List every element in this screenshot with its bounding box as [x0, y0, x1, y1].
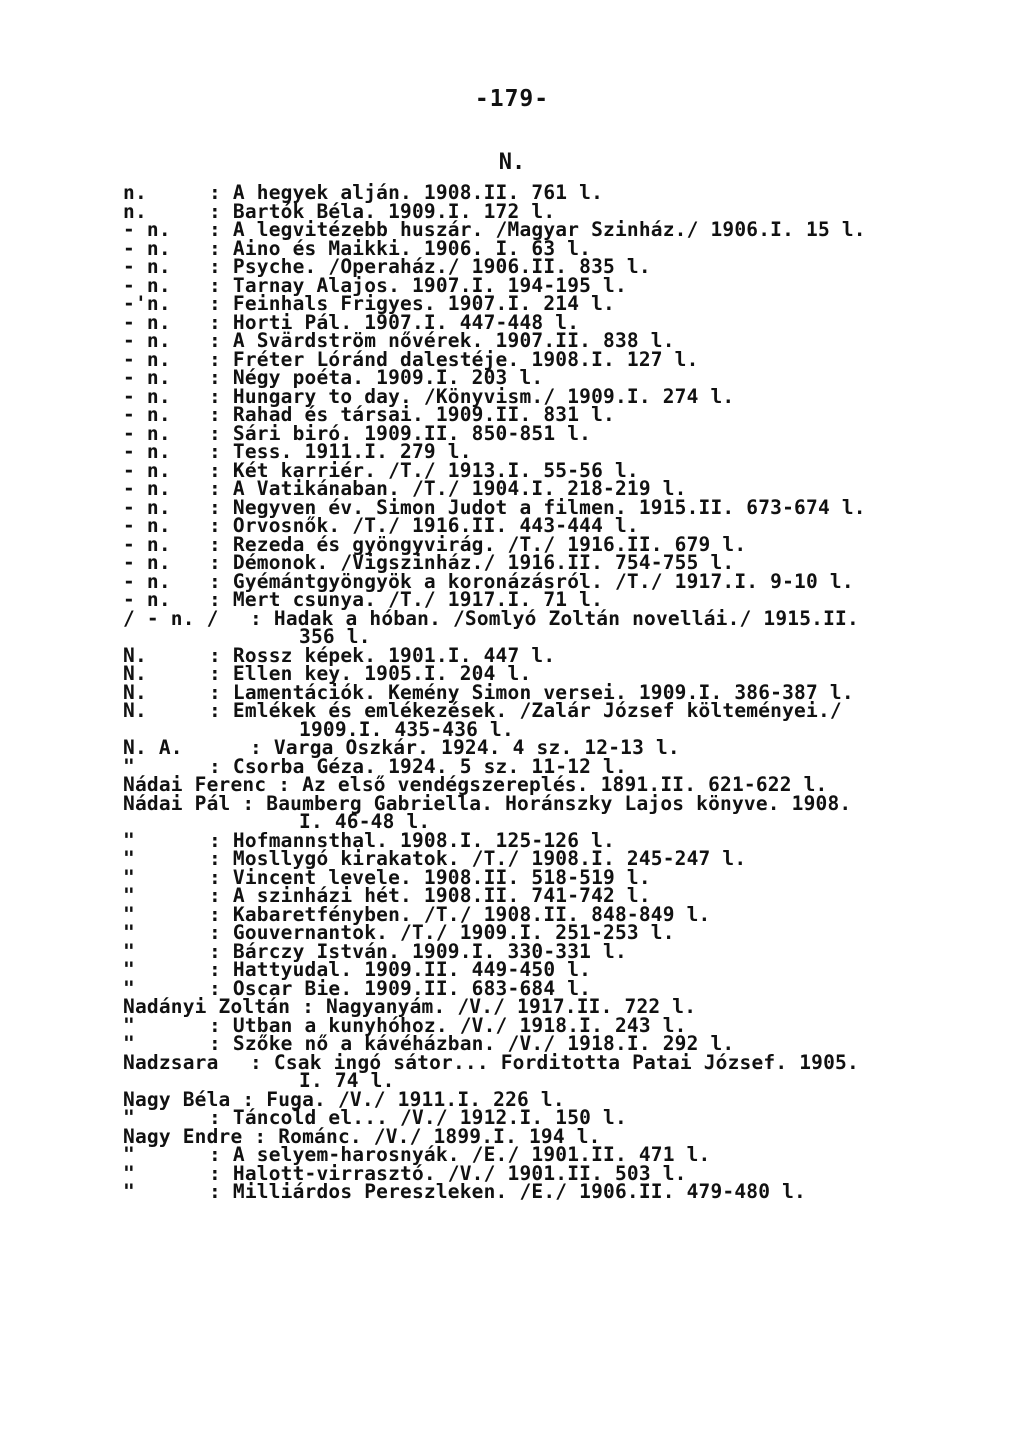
- entry-author: N.: [123, 699, 147, 722]
- entry-author: - n.: [123, 588, 171, 611]
- bibliography-entry: [123, 606, 1003, 630]
- entry-author: Nagy Endre: [123, 1124, 243, 1148]
- entry-author: ": [123, 1013, 135, 1037]
- entry-author: ": [123, 754, 135, 778]
- entry-text: : Démonok. /Vigszinház./ 1916.II. 754-755 l.: [209, 551, 735, 574]
- entry-text: : Tarnay Alajos. 1907.I. 194-195 l.: [209, 273, 627, 297]
- entry-text: : Gouvernantok. /T./ 1909.I. 251-253 l.: [209, 921, 675, 944]
- entry-text: : Aino és Maikki. 1906. I. 63 l.: [209, 236, 592, 260]
- entry-text: : Rezeda és gyöngyvirág. /T./ 1916.II. 679 l.: [209, 532, 747, 556]
- entry-author: - n.: [123, 458, 171, 482]
- entry-text: : Orvosnők. /T./ 1916.II. 443-444 l.: [209, 514, 639, 537]
- entry-text: I. 46-48 l.: [299, 810, 431, 833]
- entry-text: : A Vatikánaban. /T./ 1904.I. 218-219 l.: [209, 477, 687, 500]
- entry-author: ": [123, 1106, 135, 1129]
- entry-text: : Csorba Géza. 1924. 5 sz. 11-12 l.: [209, 754, 627, 778]
- entry-author: - n.: [123, 421, 171, 445]
- entry-author: - n.: [123, 477, 171, 500]
- entry-author: - n.: [123, 514, 171, 537]
- entry-author: - n.: [123, 403, 171, 426]
- entry-author: -'n.: [123, 292, 171, 315]
- entry-text: I. 74 l.: [299, 1069, 395, 1092]
- entry-author: ": [123, 976, 135, 1000]
- entry-author: - n.: [123, 347, 171, 371]
- entry-text: : A legvitézebb huszár. /Magyar Szinház./ 1906.I. 15 l.: [209, 218, 866, 241]
- entry-text: : Utban a kunyhóhoz. /V./ 1918.I. 243 l.: [209, 1013, 687, 1037]
- entry-text: : Fuga. /V./ 1911.I. 226 l.: [242, 1087, 565, 1111]
- entry-author: ": [123, 1180, 135, 1203]
- entry-author: Nádai Ferenc: [123, 773, 267, 796]
- entry-text: : Gyémántgyöngyök a koronázásról. /T./ 1917.I. 9-10 l.: [209, 569, 854, 593]
- entry-text: : Milliárdos Pereszleken. /E./ 1906.II. 479-480 l.: [209, 1180, 806, 1203]
- entry-author: ": [123, 865, 135, 889]
- entry-text: : Nagyanyám. /V./ 1917.II. 722 l.: [302, 995, 697, 1018]
- entry-text: : Emlékek és emlékezések. /Zalár József költeményei./: [209, 699, 842, 722]
- entry-author: - n.: [123, 329, 171, 352]
- page-number: -179-: [474, 86, 550, 112]
- entry-text: : Tess. 1911.I. 279 l.: [209, 440, 472, 463]
- entry-text: : A szinházi hét. 1908.II. 741-742 l.: [209, 884, 651, 907]
- bibliography-entry: [123, 791, 1003, 815]
- entry-author: ": [123, 939, 135, 963]
- bibliography-entry: [123, 1050, 1003, 1074]
- entry-author: ": [123, 847, 135, 870]
- entry-text: : Feinhals Frigyes. 1907.I. 214 l.: [209, 292, 615, 315]
- entry-text: : Bartók Béla. 1909.I. 172 l.: [209, 199, 556, 223]
- entry-text: 356 l.: [299, 625, 371, 648]
- entry-author: - n.: [123, 310, 171, 334]
- entry-text: : A hegyek alján. 1908.II. 761 l.: [209, 181, 604, 204]
- entry-author: ": [123, 1143, 135, 1166]
- entry-text: : Sári biró. 1909.II. 850-851 l.: [209, 421, 592, 445]
- entry-text: : Hattyudal. 1909.II. 449-450 l.: [209, 958, 592, 981]
- entry-text: : A Svärdström nővérek. 1907.II. 838 l.: [209, 329, 675, 352]
- entry-text: : Mosllygó kirakatok. /T./ 1908.I. 245-247 l.: [209, 847, 747, 870]
- entry-author: ": [123, 1032, 135, 1055]
- bibliography-list: [123, 181, 1003, 1203]
- entry-text: : Lamentációk. Kemény Simon versei. 1909.I. 386-387 l.: [209, 680, 854, 704]
- entry-text: : Psyche. /Operaház./ 1906.II. 835 l.: [209, 255, 651, 278]
- entry-text: : Csak ingó sátor... Forditotta Patai József. 1905.: [250, 1050, 859, 1074]
- entry-text: : Hofmannsthal. 1908.I. 125-126 l.: [209, 828, 615, 852]
- entry-author: - n.: [123, 384, 171, 408]
- entry-author: - n.: [123, 440, 171, 463]
- entry-author: ": [123, 902, 135, 926]
- entry-text: : Bárczy István. 1909.I. 330-331 l.: [209, 939, 627, 963]
- entry-author: N.: [123, 643, 147, 667]
- entry-author: - n.: [123, 273, 171, 297]
- entry-text: : Halott-virrasztó. /V./ 1901.II. 503 l.: [209, 1161, 687, 1185]
- entry-text: : Rossz képek. 1901.I. 447 l.: [209, 643, 556, 667]
- entry-author: / - n. /: [123, 606, 219, 630]
- entry-text: : Hadak a hóban. /Somlyó Zoltán novellái./ 1915.II.: [250, 606, 859, 630]
- entry-text: : A selyem-harosnyák. /E./ 1901.II. 471 l.: [209, 1143, 711, 1166]
- entry-author: N. A.: [123, 736, 183, 759]
- entry-author: ": [123, 884, 135, 907]
- entry-text: : Négy poéta. 1909.I. 203 l.: [209, 366, 544, 389]
- entry-author: ": [123, 828, 135, 852]
- entry-author: Nadányi Zoltán: [123, 995, 291, 1018]
- entry-author: - n.: [123, 366, 171, 389]
- entry-author: - n.: [123, 532, 171, 556]
- entry-author: n.: [123, 199, 147, 223]
- entry-text: : Horti Pál. 1907.I. 447-448 l.: [209, 310, 580, 334]
- entry-text: : Hungary to day. /Könyvism./ 1909.I. 274 l.: [209, 384, 735, 408]
- entry-text: : Táncold el... /V./ 1912.I. 150 l.: [209, 1106, 627, 1129]
- entry-author: Nagy Béla: [123, 1087, 231, 1111]
- entry-author: ": [123, 958, 135, 981]
- entry-author: - n.: [123, 551, 171, 574]
- entry-author: - n.: [123, 218, 171, 241]
- entry-author: - n.: [123, 569, 171, 593]
- entry-text: : Szőke nő a kávéházban. /V./ 1918.I. 292 l.: [209, 1032, 735, 1055]
- entry-text: : Negyven év. Simon Judot a filmen. 1915.II. 673-674 l.: [209, 495, 866, 519]
- entry-text: : Oscar Bie. 1909.II. 683-684 l.: [209, 976, 592, 1000]
- entry-text: : Kabaretfényben. /T./ 1908.II. 848-849 l.: [209, 902, 711, 926]
- entry-text: : Rahad és társai. 1909.II. 831 l.: [209, 403, 615, 426]
- entry-text: : Baumberg Gabriella. Horánszky Lajos könyve. 1908.: [242, 791, 852, 815]
- entry-author: ": [123, 921, 135, 944]
- entry-author: - n.: [123, 236, 171, 260]
- bibliography-entry: [123, 699, 1003, 722]
- bibliography-entry: [123, 1180, 1003, 1203]
- entry-text: : Az első vendégszereplés. 1891.II. 621-622 l.: [278, 773, 828, 796]
- entry-author: Nádai Pál: [123, 791, 231, 815]
- entry-text: : Fréter Lóránd dalestéje. 1908.I. 127 l.: [209, 347, 699, 371]
- entry-text: : Két karriér. /T./ 1913.I. 55-56 l.: [209, 458, 639, 482]
- entry-author: Nadzsara: [123, 1050, 219, 1074]
- entry-author: N.: [123, 662, 147, 685]
- section-heading: N.: [498, 150, 526, 175]
- entry-author: - n.: [123, 495, 171, 519]
- entry-author: n.: [123, 181, 147, 204]
- entry-text: : Ellen key. 1905.I. 204 l.: [209, 662, 532, 685]
- entry-text: : Románc. /V./ 1899.I. 194 l.: [254, 1124, 601, 1148]
- entry-author: - n.: [123, 255, 171, 278]
- entry-text: : Vincent levele. 1908.II. 518-519 l.: [209, 865, 651, 889]
- entry-text: 1909.I. 435-436 l.: [299, 717, 514, 741]
- entry-author: N.: [123, 680, 147, 704]
- entry-author: ": [123, 1161, 135, 1185]
- entry-text: : Varga Oszkár. 1924. 4 sz. 12-13 l.: [250, 736, 680, 759]
- entry-text: : Mert csunya. /T./ 1917.I. 71 l.: [209, 588, 604, 611]
